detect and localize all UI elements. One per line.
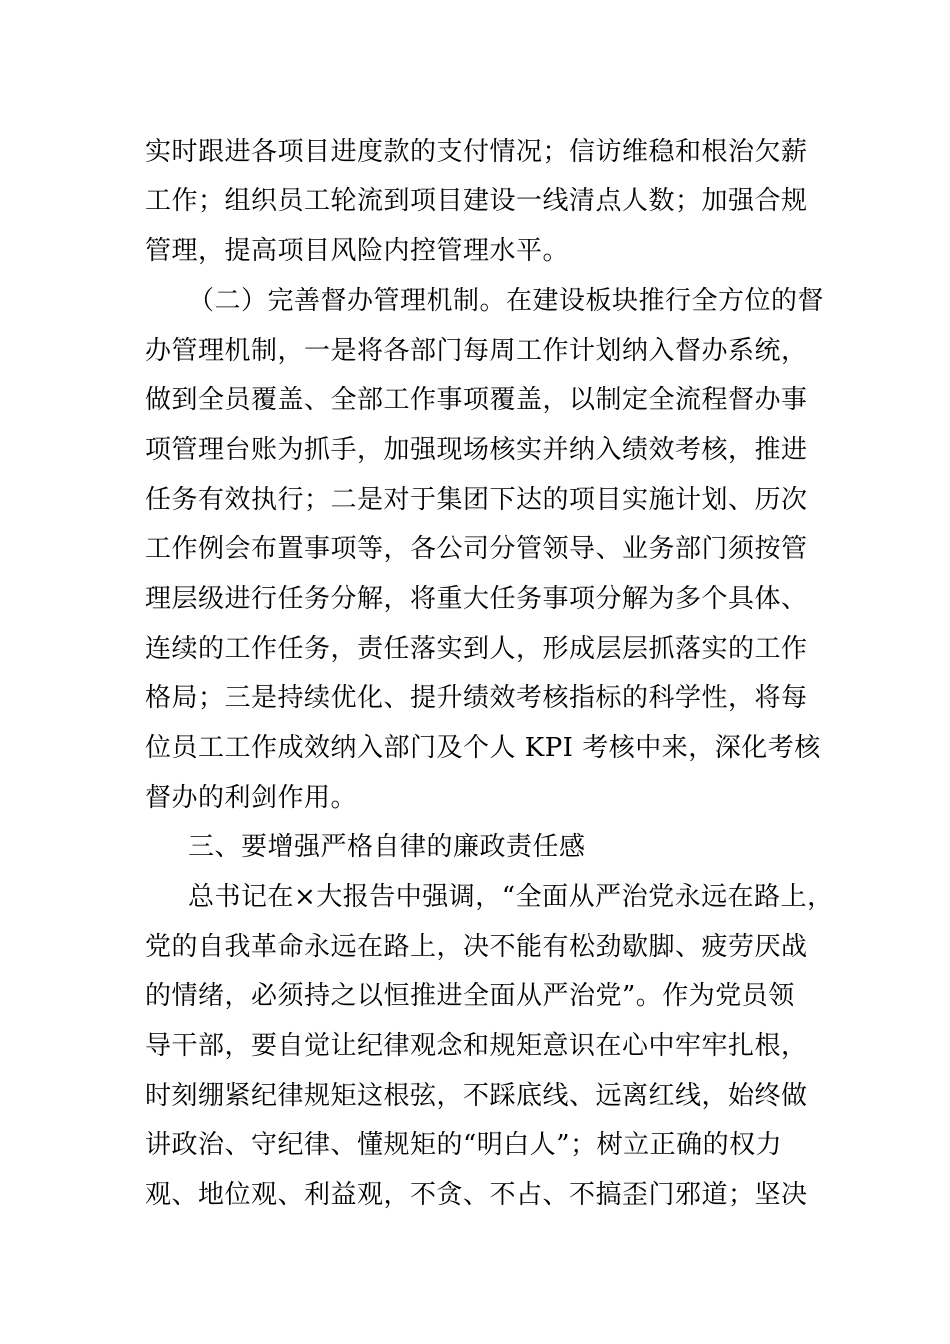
text-line: 实时跟进各项目进度款的支付情况；信访维稳和根治欠薪: [145, 137, 808, 167]
text-line: 总书记在×大报告中强调，“全面从严治党永远在路上，: [188, 882, 834, 912]
text-line: 观、地位观、利益观，不贪、不占、不搞歪门邪道；坚决: [145, 1180, 808, 1210]
text-line: 工作例会布置事项等，各公司分管领导、业务部门须按管: [145, 534, 808, 564]
text-line: 的情绪，必须持之以恒推进全面从严治党”。作为党员领: [145, 981, 795, 1011]
text-line: 导干部，要自觉让纪律观念和规矩意识在心中牢牢扎根，: [145, 1031, 808, 1061]
section-heading: 三、要增强严格自律的廉政责任感: [188, 832, 586, 862]
text-line: 理层级进行任务分解，将重大任务事项分解为多个具体、: [145, 584, 808, 614]
text-line: 管理，提高项目风险内控管理水平。: [145, 236, 570, 266]
text-line: 工作；组织员工轮流到项目建设一线清点人数；加强合规: [145, 186, 808, 216]
text-line: 时刻绷紧纪律规矩这根弦，不踩底线、远离红线，始终做: [145, 1081, 808, 1111]
text-line: 任务有效执行；二是对于集团下达的项目实施计划、历次: [145, 485, 808, 515]
text-line: 格局；三是持续优化、提升绩效考核指标的科学性，将每: [145, 683, 808, 713]
text-line: 位员工工作成效纳入部门及个人 KPI 考核中来，深化考核: [145, 733, 821, 763]
text-line: 做到全员覆盖、全部工作事项覆盖，以制定全流程督办事: [145, 385, 808, 415]
text-line: 办管理机制，一是将各部门每周工作计划纳入督办系统，: [145, 336, 808, 366]
text-line: 连续的工作任务，责任落实到人，形成层层抓落实的工作: [145, 634, 808, 664]
section-heading: （二）完善督办管理机制。在建设板块推行全方位的督: [188, 286, 825, 316]
text-line: 党的自我革命永远在路上，决不能有松劲歇脚、疲劳厌战: [145, 932, 808, 962]
text-line: 督办的利剑作用。: [145, 783, 358, 813]
text-line: 讲政治、守纪律、懂规矩的“明白人”；树立正确的权力: [145, 1130, 783, 1160]
text-line: 项管理台账为抓手，加强现场核实并纳入绩效考核，推进: [145, 435, 808, 465]
